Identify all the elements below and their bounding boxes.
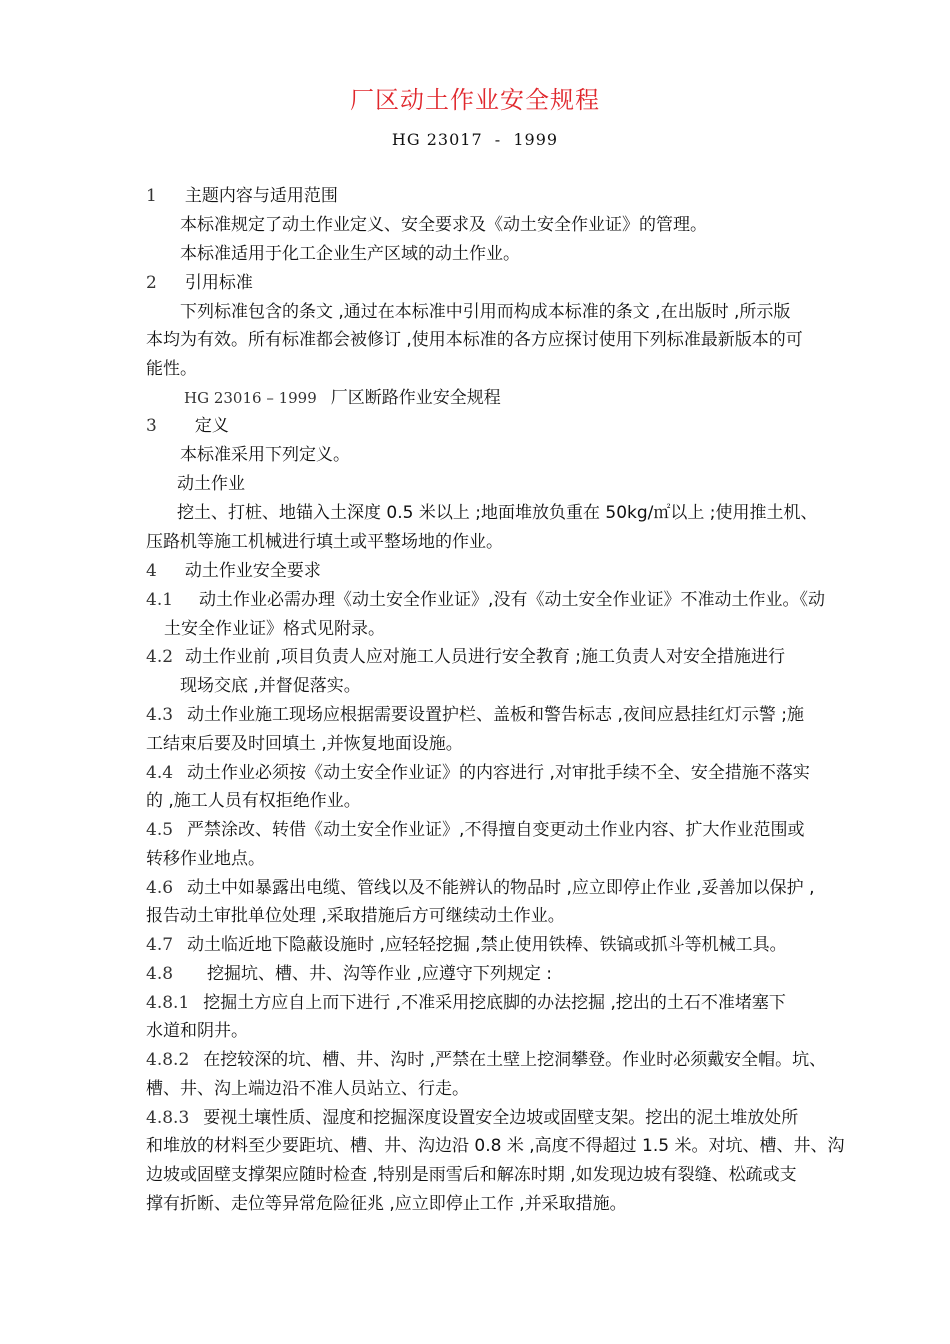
clause-text-line: 槽、井、沟上端边沿不准人员站立、行走。: [146, 1079, 469, 1099]
definition-term: 动土作业: [177, 474, 245, 494]
section-number: 1: [146, 186, 157, 206]
section-2-heading: [146, 271, 253, 295]
clause-text: 动土作业必需办理《动土安全作业证》,没有《动土安全作业证》不准动土作业。《动: [199, 590, 825, 610]
paragraph: 本标准规定了动土作业定义、安全要求及《动土安全作业证》的管理。: [180, 215, 707, 235]
definition-line: 压路机等施工机械进行填土或平整场地的作业。: [146, 532, 503, 552]
clause-text: 动土中如暴露出电缆、管线以及不能辨认的物品时 ,应立即停止作业 ,妥善加以保护 ,: [187, 878, 815, 898]
clause-text: 动土作业施工现场应根据需要设置护栏、盖板和警告标志 ,夜间应悬挂红灯示警 ;施: [187, 705, 804, 725]
clause-4-8-3: [146, 1106, 798, 1130]
clause-4-3: [146, 703, 804, 727]
paragraph-line: 能性。: [146, 359, 197, 379]
paragraph: 本标准采用下列定义。: [180, 445, 350, 465]
clause-4-8-1: [146, 991, 786, 1015]
section-1-heading: [146, 184, 338, 208]
clause-4-6: [146, 876, 814, 900]
clause-text-line: 工结束后要及时回填土 ,并恢复地面设施。: [146, 734, 463, 754]
clause-number: 4.8.1: [146, 993, 190, 1013]
clause-text-line: 撑有折断、走位等异常危险征兆 ,应立即停止工作 ,并采取措施。: [146, 1194, 627, 1214]
clause-text-line: 报告动土审批单位处理 ,采取措施后方可继续动土作业。: [146, 906, 565, 926]
clause-text: 动土临近地下隐蔽设施时 ,应轻轻挖掘 ,禁止使用铁棒、铁镐或抓斗等机械工具。: [187, 935, 787, 955]
document-title: 厂区动土作业安全规程: [350, 86, 600, 114]
clause-text-line: 和堆放的材料至少要距坑、槽、井、沟边沿 0.8 米 ,高度不得超过 1.5 米。对坑、槽、井、沟: [146, 1136, 845, 1156]
clause-4-7: [146, 933, 787, 957]
clause-number: 4.2: [146, 647, 174, 667]
clause-text-line: 土安全作业证》格式见附录。: [164, 619, 385, 639]
clause-text-line: 现场交底 ,并督促落实。: [180, 676, 361, 696]
clause-number: 4.7: [146, 935, 174, 955]
clause-number: 4.6: [146, 878, 174, 898]
paragraph-line: 本均为有效。所有标准都会被修订 ,使用本标准的各方应探讨使用下列标准最新版本的可: [146, 330, 803, 350]
clause-number: 4.4: [146, 763, 174, 783]
clause-number: 4.5: [146, 820, 174, 840]
clause-number: 4.1: [146, 590, 174, 610]
clause-text: 动土作业前 ,项目负责人应对施工人员进行安全教育 ;施工负责人对安全措施进行: [185, 647, 785, 667]
section-title: 引用标准: [184, 273, 253, 293]
paragraph-line: 下列标准包含的条文 ,通过在本标准中引用而构成本标准的条文 ,在出版时 ,所示版: [180, 302, 791, 322]
clause-text: 要视土壤性质、湿度和挖掘深度设置安全边坡或固壁支架。挖出的泥土堆放处所: [203, 1108, 799, 1128]
clause-text-line: 水道和阴井。: [146, 1021, 248, 1041]
clause-4-8-2: [146, 1048, 826, 1072]
clause-number: 4.8: [146, 964, 174, 984]
clause-text-line: 的 ,施工人员有权拒绝作业。: [146, 791, 361, 811]
clause-number: 4.8.3: [146, 1108, 190, 1128]
clause-text: 动土作业必须按《动土安全作业证》的内容进行 ,对审批手续不全、安全措施不落实: [187, 763, 810, 783]
clause-number: 4.8.2: [146, 1050, 190, 1070]
clause-4-5: [146, 818, 804, 842]
clause-text: 严禁涂改、转借《动土安全作业证》,不得擅自变更动土作业内容、扩大作业范围或: [187, 820, 805, 840]
section-number: 4: [146, 561, 157, 581]
referenced-standard: [184, 386, 501, 410]
clause-text-line: 边坡或固壁支撑架应随时检查 ,特别是雨雪后和解冻时期 ,如发现边坡有裂缝、松疏或支: [146, 1165, 797, 1185]
clause-number: 4.3: [146, 705, 174, 725]
section-title: 动土作业安全要求: [184, 561, 321, 581]
clause-text: 挖掘土方应自上而下进行 ,不准采用挖底脚的办法挖掘 ,挖出的土石不准堵塞下: [203, 993, 786, 1013]
section-number: 2: [146, 273, 157, 293]
section-4-heading: [146, 559, 321, 583]
clause-4-4: [146, 761, 810, 785]
section-number: 3: [146, 416, 157, 436]
clause-4-8: [146, 962, 552, 986]
referenced-standard-code: HG 23016 – 1999: [184, 389, 317, 407]
clause-text-line: 转移作业地点。: [146, 849, 265, 869]
clause-text: 挖掘坑、槽、井、沟等作业 ,应遵守下列规定 :: [207, 964, 552, 984]
paragraph: 本标准适用于化工企业生产区域的动土作业。: [180, 244, 520, 264]
clause-4-2: [146, 645, 785, 669]
section-title: 定义: [194, 416, 229, 436]
referenced-standard-title: 厂区断路作业安全规程: [330, 388, 501, 408]
section-title: 主题内容与适用范围: [184, 186, 338, 206]
definition-line: 挖土、打桩、地锚入土深度 0.5 米以上 ;地面堆放负重在 50kg/㎡以上 ;使用推土机、: [177, 503, 818, 523]
section-3-heading: [146, 414, 229, 438]
clause-4-1: [146, 588, 825, 612]
clause-text: 在挖较深的坑、槽、井、沟时 ,严禁在土壁上挖洞攀登。作业时必须戴安全帽。坑、: [203, 1050, 827, 1070]
standard-code: HG 23017 - 1999: [391, 130, 559, 149]
